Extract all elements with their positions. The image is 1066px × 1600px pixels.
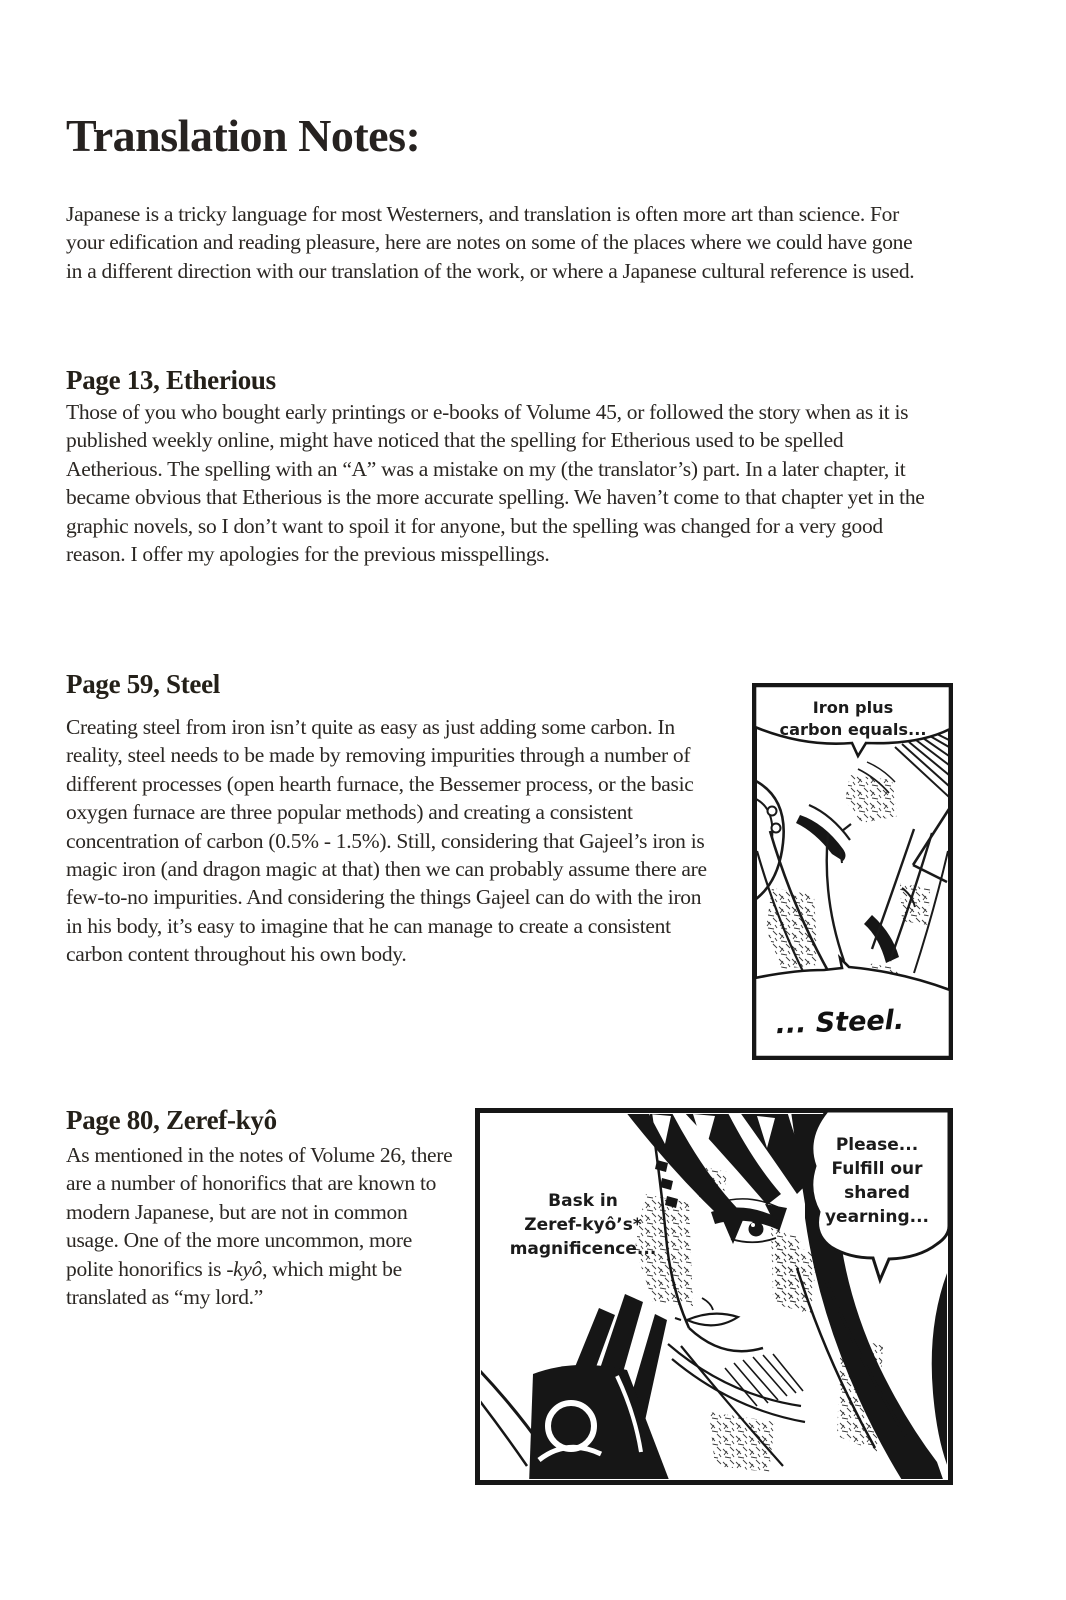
section-heading-etherious: Page 13, Etherious [66,365,276,395]
page-title: Translation Notes: [66,110,421,161]
speech-bubble-left-line-3: magnificence... [509,1239,657,1259]
speech-bubble-bottom-text: ... Steel. [775,1004,905,1041]
speech-bubble-top-line-1: Iron plus [812,698,894,717]
manga-panel-steel [752,683,953,1060]
speech-bubble-left-line-1: Bask in [548,1191,618,1211]
speech-bubble-right-line-2: Fulfill our [831,1159,923,1179]
speech-bubble-right-line-4: yearning... [824,1207,930,1227]
section-heading-zeref: Page 80, Zeref-kyô [66,1105,277,1135]
intro-paragraph: Japanese is a tricky language for most Westerners, and translation is often more art than science. For your edification and reading pleasure, here are notes on some of the places where we could have gone in a different direction with our translation of the work, or where a Japanese cultural reference is used. [66,202,915,283]
body-zeref-post: , which might be translated as “my lord.” [66,1256,402,1310]
speech-bubble-top-line-2: carbon equals... [779,720,927,739]
honorific-kyo: -kyô [226,1256,263,1281]
section-body-etherious: Those of you who bought early printings or e-books of Volume 45, or followed the story when as it is published weekly online, might have noticed that the spelling for Etherious used to be spelled Aetherious. The spelling with an “A” was a mistake on my (the translator’s) part. In a later chapter, it became obvious that Etherious is the more accurate spelling. We haven’t come to that chapter yet in the graphic novels, so I don’t want to spoil it for anyone, but the spelling was changed for a very good reason. I offer my apologies for the previous misspellings. [66,400,925,567]
manga-panel-zeref-art [475,1108,953,1485]
section-body-steel: Creating steel from iron isn’t quite as easy as just adding some carbon. In reality, steel needs to be made by removing impurities through a number of different processes (open hearth furnace, the Bessemer process, or the basic oxygen furnace are three popular methods) and creating a consistent concentration of carbon (0.5% - 1.5%). Still, considering that Gajeel’s iron is magic iron (and dragon magic at that) then we can probably assume there are few-to-no impurities. And considering the things Gajeel can do with the iron in his body, it’s easy to imagine that he can manage to create a consistent carbon content throughout his own body. [66,715,707,967]
manga-panel-zeref [475,1108,953,1485]
speech-bubble-right-line-1: Please... [835,1135,919,1155]
manga-panel-steel-art [752,683,953,1060]
section-body-zeref [66,1141,460,1311]
speech-bubble-right-line-3: shared [844,1183,910,1203]
section-heading-steel: Page 59, Steel [66,669,221,699]
speech-bubble-left-line-2: Zeref-kyô’s* [524,1215,642,1235]
body-zeref-pre: As mentioned in the notes of Volume 26, there are a number of honorifics that are known to modern Japanese, but are not in common usage. One of the more uncommon, more polite honorifics is [66,1143,453,1281]
